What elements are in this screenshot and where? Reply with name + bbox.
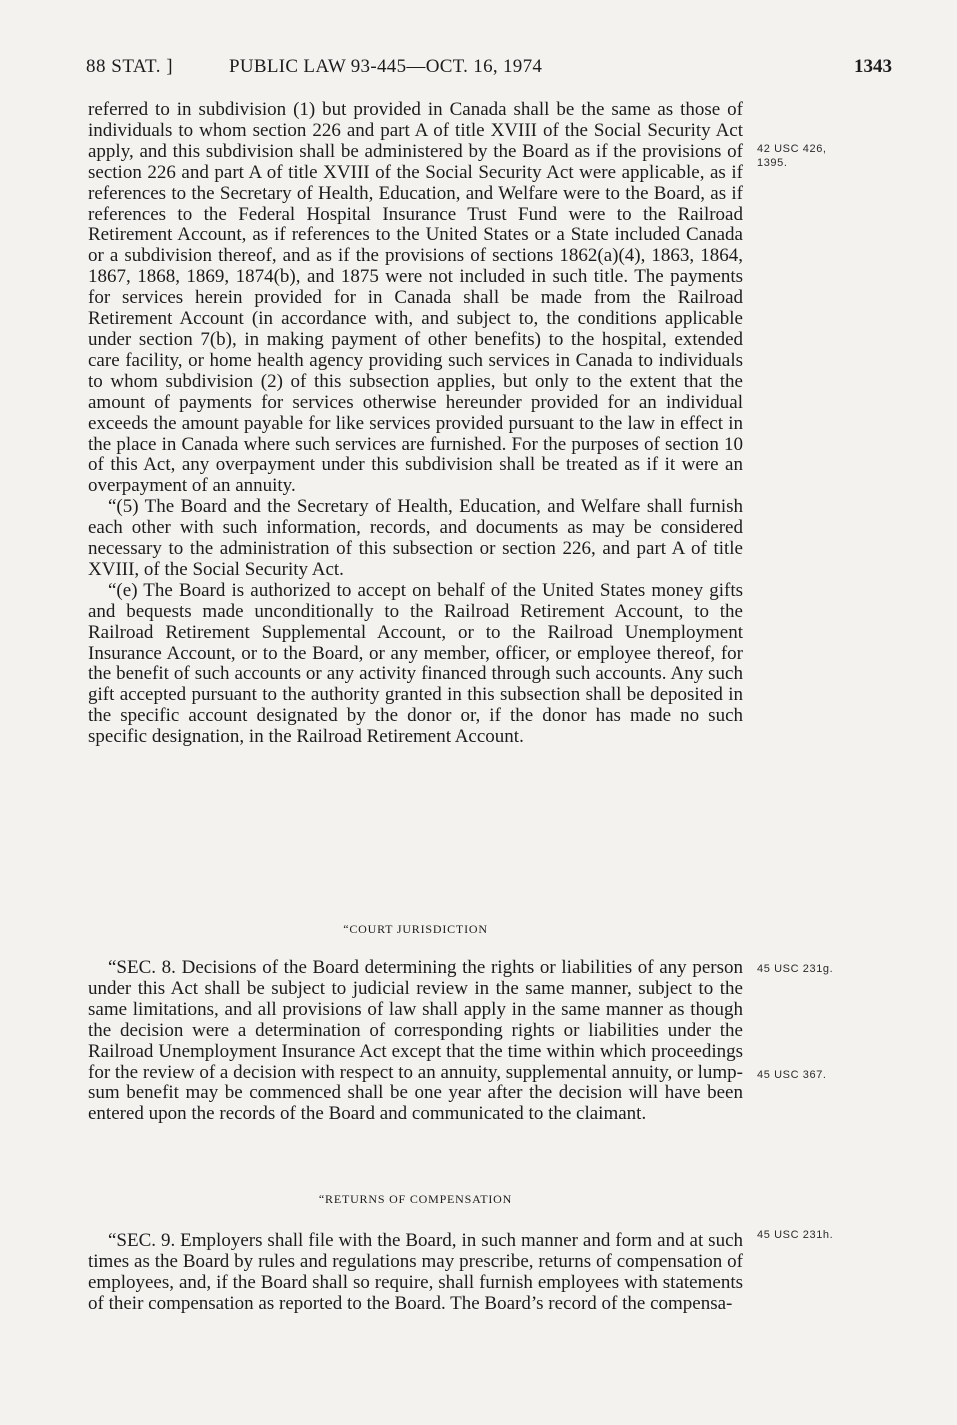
main-text-block [88, 100, 743, 748]
margin-note-45-usc-231h: 45 USC 231h. [757, 1229, 834, 1241]
paragraph-subdivision-4-continued: referred to in subdivision (1) but provided in Canada shall be the same as those of individuals to whom section 226 and part A of title XVIII of the Social Security Act apply, and this subdivision shall be administered by the Board as if the provisions of section 226 and part A of title XVIII of the Social Security Act were applicable, as if references to the Secretary of Health, Education, and Welfare were to the Board, as if references to the Federal Hospital Insurance Trust Fund were to the Railroad Retirement Account, as if references to the United States or a State included Canada or a subdivision thereof, and as if the provisions of sections 1862(a)(4), 1863, 1864, 1867, 1868, 1869, 1874(b), and 1875 were not included in such title. The payments for services herein provided for in Canada shall be made from the Railroad Retirement Account (in accordance with, and subject to, the conditions applicable under section 7(b), in making payment of other benefits) to the hospital, extended care facility, or home health agency providing such services in Canada to individuals to whom subdivision (2) of this subsection applies, but only to the extent that the amount of payments for services otherwise hereunder provided for an individual exceeds the amount payable for like services provided pursuant to the law in effect in the place in Canada where such services are furnished. For the purposes of section 10 of this Act, any overpayment under this subdivision shall be treated as if it were an overpayment of an annuity. [88, 99, 743, 497]
paragraph-subdivision-5: “(5) The Board and the Secretary of Health, Education, and Welfare shall furnish each other with such information, records, and documents as may be considered necessary to the administration of this subsection or section 226, and part A of title XVIII, of the Social Security Act. [88, 496, 743, 580]
paragraph-section-9: “SEC. 9. Employers shall file with the Board, in such manner and form and at such times as the Board by rules and regulations may prescribe, returns of compensation of employees, and, if the Board shall so require, shall furnish employees with statements of their compensation as reported to the Board. The Board’s record of the compensa- [88, 1230, 743, 1314]
page-number: 1343 [854, 56, 892, 77]
paragraph-section-8: “SEC. 8. Decisions of the Board determining the rights or liabilities of any person under this Act shall be subject to judicial review in the same manner, subject to the same limitations, and all provisions of law shall apply in the same manner as though the decision were a determination of corresponding rights or liabilities under the Railroad Unemployment Insurance Act except that the time within which proceedings for the review of a decision with respect to an annuity, supplemental annuity, or lump-sum benefit may be commenced shall be one year after the decision will have been entered upon the records of the Board and communicated to the claimant. [88, 957, 743, 1125]
page-header [86, 56, 892, 82]
section-heading-court-jurisdiction: “COURT JURISDICTION [343, 922, 488, 936]
margin-note-45-usc-367: 45 USC 367. [757, 1069, 827, 1081]
section-heading-returns-of-compensation: “RETURNS OF COMPENSATION [318, 1192, 513, 1206]
paragraph-subsection-e: “(e) The Board is authorized to accept on behalf of the United States money gifts and bequests made unconditionally to the Railroad Retirement Account, to the Railroad Retirement Supplemental Account, or to the Railroad Unemployment Insurance Account, or to the Board, or any member, officer, or employee thereof, for the benefit of such accounts or any activity financed through such accounts. Any such gift accepted pursuant to the authority granted in this subsection shall be deposited in the specific account designated by the donor or, if the donor has made no such specific designation, in the Railroad Retirement Account. [88, 579, 743, 748]
margin-note-42-usc: 42 USC 426, 1395. [757, 143, 827, 169]
section-9-text-block [88, 1231, 743, 1315]
public-law-title: PUBLIC LAW 93-445—OCT. 16, 1974 [229, 56, 543, 77]
volume-citation: 88 STAT. ] [86, 56, 174, 77]
margin-note-45-usc-231g: 45 USC 231g. [757, 963, 834, 975]
section-8-text-block [88, 958, 743, 1125]
